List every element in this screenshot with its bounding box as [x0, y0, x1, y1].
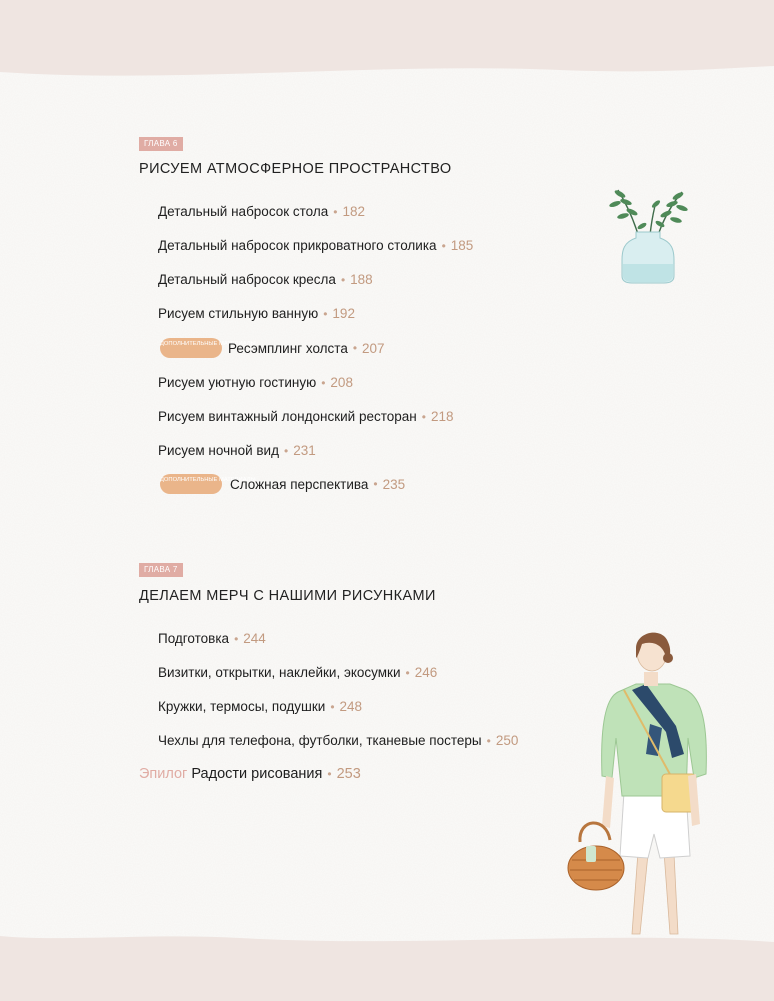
- extra-materials-badge: ДОПОЛНИТЕЛЬНЫЕ МАТЕРИАЛЫ: [160, 338, 222, 358]
- separator-dot: •: [234, 631, 239, 646]
- epilogue-label: Эпилог: [139, 766, 188, 782]
- toc-entry[interactable]: [158, 699, 362, 714]
- toc-entry-title: Рисуем уютную гостиную: [158, 375, 317, 390]
- separator-dot: •: [405, 665, 410, 680]
- separator-dot: •: [373, 477, 378, 491]
- page-number: 248: [339, 699, 363, 714]
- page-number: 192: [332, 306, 355, 321]
- toc-entry-title: Детальный набросок прикроватного столика: [158, 238, 437, 253]
- page-number: 208: [330, 375, 353, 390]
- toc-entry-title: Чехлы для телефона, футболки, тканевые постеры: [158, 733, 482, 748]
- chapter-label: ГЛАВА 6: [139, 137, 183, 151]
- chapter-title: ДЕЛАЕМ МЕРЧ С НАШИМИ РИСУНКАМИ: [139, 588, 436, 604]
- chapter-label: ГЛАВА 7: [139, 563, 183, 577]
- toc-entry[interactable]: [158, 204, 365, 219]
- page-number: 235: [382, 476, 406, 492]
- toc-entry-title: Ресэмплинг холста: [228, 340, 348, 356]
- toc-entry[interactable]: [158, 443, 316, 458]
- separator-dot: •: [441, 238, 446, 253]
- plant-vase-icon: [606, 180, 690, 286]
- chapter-title: РИСУЕМ АТМОСФЕРНОЕ ПРОСТРАНСТВО: [139, 161, 452, 177]
- toc-entry[interactable]: [158, 631, 266, 646]
- toc-entry-title: Кружки, термосы, подушки: [158, 699, 326, 714]
- separator-dot: •: [421, 409, 426, 424]
- toc-entry-title: Детальный набросок кресла: [158, 272, 336, 287]
- separator-dot: •: [486, 733, 491, 748]
- page-number: 231: [293, 443, 316, 458]
- separator-dot: •: [352, 341, 358, 355]
- separator-dot: •: [323, 306, 328, 321]
- separator-dot: •: [283, 443, 289, 458]
- page-number: 182: [342, 204, 365, 219]
- page-number: 250: [495, 733, 519, 748]
- woman-with-picnic-basket-icon: [566, 628, 736, 940]
- toc-entry[interactable]: [158, 238, 473, 253]
- toc-entry[interactable]: [158, 733, 518, 748]
- toc-entry[interactable]: [160, 338, 385, 358]
- toc-entry-title: Подготовка: [158, 631, 230, 646]
- toc-entry-title: Рисуем ночной вид: [158, 443, 279, 458]
- page-number: 188: [350, 272, 373, 287]
- toc-entry-title: Детальный набросок стола: [158, 204, 329, 219]
- page-number: 246: [414, 665, 438, 680]
- separator-dot: •: [340, 272, 346, 287]
- toc-entry[interactable]: [158, 409, 453, 424]
- toc-entry[interactable]: [160, 474, 405, 494]
- toc-entry-title: Рисуем винтажный лондонский ресторан: [158, 409, 417, 424]
- separator-dot: •: [330, 699, 335, 714]
- page-number: 185: [450, 238, 474, 253]
- extra-materials-badge: ДОПОЛНИТЕЛЬНЫЕ МАТЕРИАЛЫ: [160, 474, 222, 494]
- toc-entry-title: Радости рисования: [191, 766, 323, 782]
- toc-entry[interactable]: [158, 665, 437, 680]
- separator-dot: •: [327, 767, 332, 781]
- toc-entry-title: Сложная перспектива: [230, 476, 369, 492]
- toc-entry[interactable]: [158, 272, 373, 287]
- toc-entry[interactable]: [158, 375, 353, 390]
- page-number: 244: [243, 631, 266, 646]
- separator-dot: •: [333, 204, 338, 219]
- toc-entry[interactable]: [158, 306, 355, 321]
- toc-entry-title: Визитки, открытки, наклейки, экосумки: [158, 665, 401, 680]
- toc-entry-epilogue[interactable]: [139, 766, 361, 782]
- page-number: 253: [336, 766, 361, 782]
- separator-dot: •: [321, 375, 326, 390]
- toc-entry-title: Рисуем стильную ванную: [158, 306, 319, 321]
- page-number: 207: [362, 340, 385, 356]
- page-number: 218: [430, 409, 454, 424]
